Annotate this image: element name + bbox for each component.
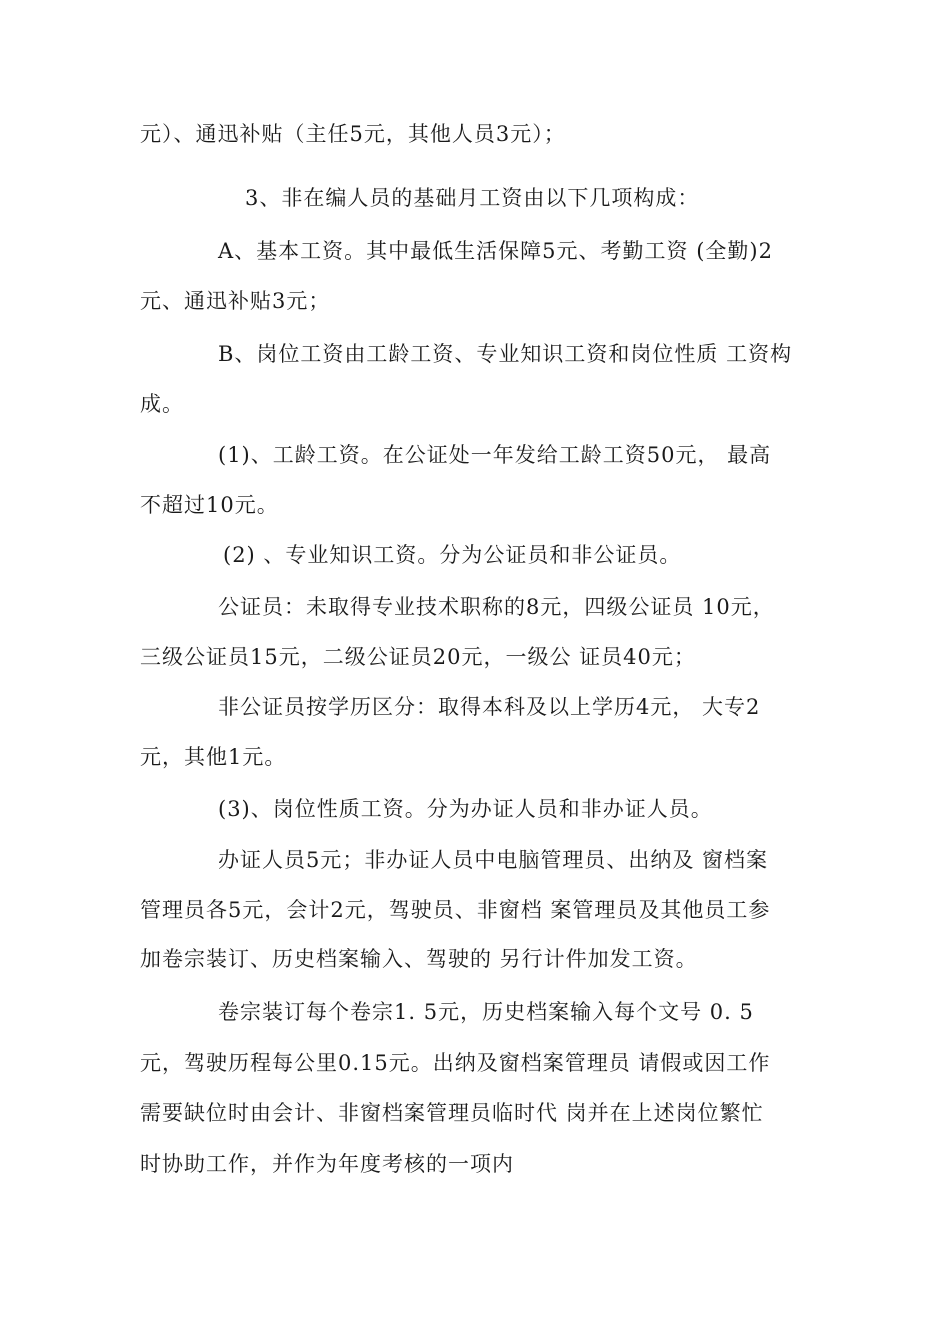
text-line-6: 成。 — [140, 392, 184, 416]
text-line-8: 不超过10元。 — [140, 493, 279, 517]
text-line-7: (1)、工龄工资。在公证处一年发给工龄工资50元， 最高 — [218, 443, 772, 467]
text-line-1: 元）、通迅补贴（主任5元，其他人员3元）； — [140, 122, 566, 146]
text-line-2: 3、非在编人员的基础月工资由以下几项构成： — [245, 186, 700, 210]
text-line-4: 元、通迅补贴3元； — [140, 289, 331, 313]
text-line-20: 需要缺位时由会计、非窗档案管理员临时代 岗并在上述岗位繁忙 — [140, 1101, 764, 1125]
text-line-18: 卷宗装订每个卷宗1. 5元，历史档案输入每个文号 0. 5 — [218, 1000, 754, 1024]
text-line-9: (2) 、专业知识工资。分为公证员和非公证员。 — [223, 543, 682, 567]
text-line-13: 元，其他1元。 — [140, 745, 287, 769]
text-line-14: (3)、岗位性质工资。分为办证人员和非办证人员。 — [218, 797, 713, 821]
text-line-3: A、基本工资。其中最低生活保障5元、考勤工资 (全勤)2 — [218, 239, 773, 263]
text-line-15: 办证人员5元；非办证人员中电脑管理员、出纳及 窗档案 — [218, 848, 769, 872]
text-line-21: 时协助工作，并作为年度考核的一项内 — [140, 1152, 514, 1176]
text-line-12: 非公证员按学历区分：取得本科及以上学历4元， 大专2 — [218, 695, 761, 719]
text-line-5: B、岗位工资由工龄工资、专业知识工资和岗位性质 工资构 — [218, 342, 793, 366]
text-line-16: 管理员各5元，会计2元，驾驶员、非窗档 案管理员及其他员工参 — [140, 898, 771, 922]
text-line-11: 三级公证员15元，二级公证员20元，一级公 证员40元； — [140, 645, 696, 669]
text-line-17: 加卷宗装订、历史档案输入、驾驶的 另行计件加发工资。 — [140, 947, 698, 971]
text-line-19: 元，驾驶历程每公里0.15元。出纳及窗档案管理员 请假或因工作 — [140, 1051, 771, 1075]
text-line-10: 公证员：未取得专业技术职称的8元，四级公证员 10元， — [218, 595, 775, 619]
